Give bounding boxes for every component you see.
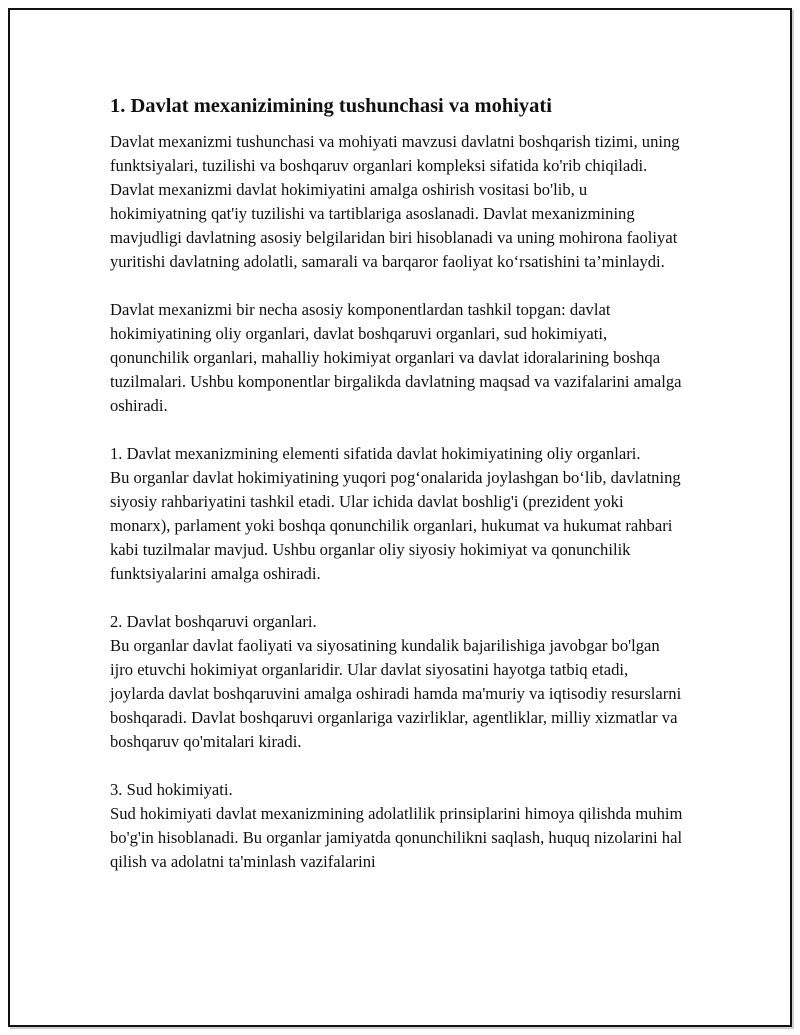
paragraph-gap <box>110 418 685 442</box>
section-title: 3. Sud hokimiyati. <box>110 780 233 799</box>
paragraph-gap <box>110 586 685 610</box>
section-title: 1. Davlat mexanizmining elementi sifatida davlat hokimiyatining oliy organlari. <box>110 444 641 463</box>
document-heading: 1. Davlat mexanizimining tushunchasi va mohiyati <box>110 95 552 117</box>
intro-paragraph: Davlat mexanizmi tushunchasi va mohiyati mavzusi davlatni boshqarish tizimi, uning funktsiyalari, tuzilishi va boshqaruv organlari kompleksi sifatida ko'rib chiqiladi. Davlat mexanizmi davlat hokimiyatini amalga oshirish vositasi bo'lib, u hokimiyatning qat'iy tuzilishi va tartiblariga asoslanadi. Davlat mexanizmining mavjudligi davlatning asosiy belgilaridan biri hisoblanadi va uning mohirona faoliyat yuritishi davlatning adolatli, samarali va barqaror faoliyat ko‘rsatishini ta’minlaydi. <box>110 132 680 271</box>
components-paragraph: Davlat mexanizmi bir necha asosiy komponentlardan tashkil topgan: davlat hokimiyatining oliy organlari, davlat boshqaruvi organlari, sud hokimiyati, qonunchilik organlari, mahalliy hokimiyat organlari va davlat idoralarining boshqa tuzilmalari. Ushbu komponentlar birgalikda davlatning maqsad va vazifalarini amalga oshiradi. <box>110 300 682 415</box>
section-body: Bu organlar davlat faoliyati va siyosatining kundalik bajarilishiga javobgar bo'lgan ijro etuvchi hokimiyat organlaridir. Ular davlat siyosatini hayotga tatbiq etadi, joylarda davlat boshqaruvini amalga oshiradi hamda ma'muriy va iqtisodiy resurslarni boshqaradi. Davlat boshqaruvi organlariga vazirliklar, agentliklar, milliy xizmatlar va boshqaruv qo'mitalari kiradi. <box>110 636 682 751</box>
paragraph-gap <box>110 274 685 298</box>
section-title: 2. Davlat boshqaruvi organlari. <box>110 612 317 631</box>
paragraph-gap <box>110 754 685 778</box>
section-body: Sud hokimiyati davlat mexanizmining adolatlilik prinsiplarini himoya qilishda muhim bo'g'in hisoblanadi. Bu organlar jamiyatda qonunchilikni saqlash, huquq nizolarini hal qilish va adolatni ta'minlash vazifalarini <box>110 804 683 871</box>
document-body <box>110 92 685 874</box>
section-body: Bu organlar davlat hokimiyatining yuqori pog‘onalarida joylashgan bo‘lib, davlatning siyosiy rahbariyatini tashkil etadi. Ular ichida davlat boshlig'i (prezident yoki monarx), parlament yoki boshqa qonunchilik organlari, hukumat va hukumat rahbari kabi tuzilmalar mavjud. Ushbu organlar oliy siyosiy hokimiyat va qonunchilik funktsiyalarini amalga oshiradi. <box>110 468 681 583</box>
